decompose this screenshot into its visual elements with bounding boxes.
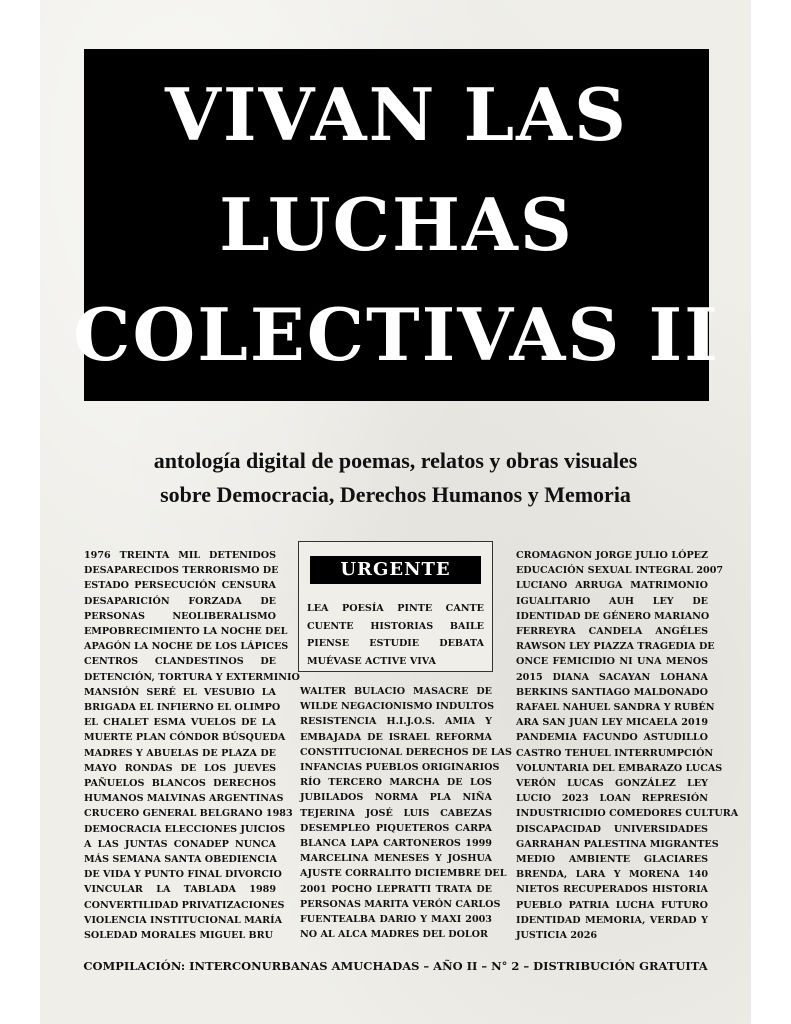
footer-credits: COMPILACIÓN: INTERCONURBANAS AMUCHADAS – AÑO II – N° 2 – DISTRIBUCIÓN GRATUITA: [83, 959, 708, 973]
right-column-line: NIETOS RECUPERADOS HISTORIA: [516, 884, 708, 896]
right-column-line: IDENTIDAD MEMORIA, VERDAD Y: [516, 914, 708, 926]
left-column-line: CRUCERO GENERAL BELGRANO 1983: [84, 808, 293, 820]
right-text-column: [516, 548, 739, 943]
middle-column-line: 2001 POCHO LEPRATTI TRATA DE: [300, 883, 492, 895]
left-column-line: VIOLENCIA INSTITUCIONAL MARÍA: [84, 914, 283, 926]
left-column-line: MAYO RONDAS DE LOS JUEVES: [84, 762, 276, 774]
middle-column-line: CONSTITUCIONAL DERECHOS DE LAS: [300, 746, 512, 758]
title-line-3: COLECTIVAS II: [73, 292, 720, 377]
middle-column-line: DESEMPLEO PIQUETEROS CARPA: [300, 822, 492, 834]
left-column-line: DETENCIÓN, TORTURA Y EXTERMINIO: [84, 671, 300, 683]
left-column-line: SOLEDAD MORALES MIGUEL BRU: [84, 930, 273, 942]
left-column-line: MANSIÓN SERÉ EL VESUBIO LA: [84, 686, 276, 698]
right-column-line: RAFAEL NAHUEL SANDRA Y RUBÉN: [516, 702, 715, 714]
middle-column-line: RESISTENCIA H.I.J.O.S. AMIA Y: [300, 716, 492, 728]
urgente-text: [307, 600, 484, 670]
right-column-line: JUSTICIA 2026: [516, 930, 598, 942]
right-column-line: IGUALITARIO AUH LEY DE: [516, 595, 708, 607]
title-line-1: VIVAN LAS: [164, 72, 629, 157]
left-column-line: DEMOCRACIA ELECCIONES JUICIOS: [84, 823, 286, 835]
right-column-line: FERREYRA CANDELA ANGÉLES: [516, 626, 708, 638]
left-column-line: DESAPARICIÓN FORZADA DE: [84, 595, 276, 607]
left-column-line: EMPOBRECIMIENTO LA NOCHE DEL: [84, 626, 288, 638]
subtitle-line-1: antología digital de poemas, relatos y obras visuales: [153, 448, 638, 473]
left-column-line: DESAPARECIDOS TERRORISMO DE: [84, 565, 279, 577]
left-column-line: MÁS SEMANA SANTA OBEDIENCIA: [84, 854, 277, 866]
middle-column-line: EMBAJADA DE ISRAEL REFORMA: [300, 731, 492, 743]
right-column-line: RAWSON LEY PIAZZA TRAGEDIA DE: [516, 641, 715, 653]
middle-column-line: TEJERINA JOSÉ LUIS CABEZAS: [300, 807, 492, 819]
right-column-line: BERKINS SANTIAGO MALDONADO: [516, 686, 708, 698]
middle-column-line: MARCELINA MENESES Y JOSHUA: [300, 853, 492, 865]
right-column-line: CASTRO TEHUEL INTERRUMPCIÓN: [516, 747, 714, 759]
right-column-line: PUEBLO PATRIA LUCHA FUTURO: [516, 899, 708, 911]
left-text-column: [84, 548, 300, 943]
left-column-line: BRIGADA EL INFIERNO EL OLIMPO: [84, 702, 281, 714]
urgente-box: [298, 541, 493, 672]
right-column-line: 2015 DIANA SACAYAN LOHANA: [516, 671, 708, 683]
right-column-line: BRENDA, LARA Y MORENA 140: [516, 869, 708, 881]
right-column-line: LUCIO 2023 LOAN REPRESIÓN: [516, 793, 708, 805]
right-column-line: PANDEMIA FACUNDO ASTUDILLO: [516, 732, 708, 744]
urgente-line-2: CUENTE HISTORIAS BAILE: [307, 620, 484, 632]
left-column-line: CENTROS CLANDESTINOS DE: [84, 656, 276, 668]
middle-column-line: PERSONAS MARITA VERÓN CARLOS: [300, 898, 501, 910]
left-column-line: VINCULAR LA TABLADA 1989: [84, 884, 276, 896]
right-column-line: CROMAGNON JORGE JULIO LÓPEZ: [516, 550, 708, 561]
middle-column-line: NO AL ALCA MADRES DEL DOLOR: [300, 929, 489, 941]
middle-column-line: WILDE NEGACIONISMO INDULTOS: [300, 701, 495, 713]
middle-column-line: RÍO TERCERO MARCHA DE LOS: [300, 777, 492, 789]
left-column-line: DE VIDA Y PUNTO FINAL DIVORCIO: [84, 869, 282, 881]
urgente-line-4: MUÉVASE ACTIVE VIVA: [307, 655, 436, 667]
left-column-line: HUMANOS MALVINAS ARGENTINAS: [84, 793, 284, 805]
left-column-line: A LAS JUNTAS CONADEP NUNCA: [84, 838, 276, 850]
middle-column-line: INFANCIAS PUEBLOS ORIGINARIOS: [300, 762, 500, 774]
left-column-line: MADRES Y ABUELAS DE PLAZA DE: [84, 747, 276, 759]
middle-column-line: WALTER BULACIO MASACRE DE: [300, 686, 492, 697]
left-column-line: CONVERTILIDAD PRIVATIZACIONES: [84, 899, 285, 911]
right-column-line: GARRAHAN PALESTINA MIGRANTES: [516, 838, 719, 850]
right-column-line: LUCIANO ARRUGA MATRIMONIO: [516, 580, 708, 592]
right-column-line: DISCAPACIDAD UNIVERSIDADES: [516, 823, 708, 835]
right-column-line: MEDIO AMBIENTE GLACIARES: [516, 854, 708, 866]
urgente-label: URGENTE: [310, 556, 481, 584]
left-column-line: PAÑUELOS BLANCOS DERECHOS: [84, 778, 276, 790]
subtitle-line-2: sobre Democracia, Derechos Humanos y Memoria: [160, 482, 631, 507]
right-column-line: VOLUNTARIA DEL EMBARAZO LUCAS: [516, 762, 723, 774]
middle-column-line: FUENTEALBA DARIO Y MAXI 2003: [300, 914, 492, 926]
left-column-line: EL CHALET ESMA VUELOS DE LA: [84, 717, 276, 729]
middle-column-line: BLANCA LAPA CARTONEROS 1999: [300, 838, 492, 850]
middle-text-column: [300, 684, 512, 942]
right-column-line: EDUCACIÓN SEXUAL INTEGRAL 2007: [516, 565, 724, 577]
left-column-line: APAGÓN LA NOCHE DE LOS LÁPICES: [84, 641, 289, 653]
right-column-line: VERÓN LUCAS GONZÁLEZ LEY: [516, 778, 708, 790]
title-line-2: LUCHAS: [219, 182, 574, 267]
middle-column-line: JUBILADOS NORMA PLA NIÑA: [300, 792, 492, 804]
left-column-line: MUERTE PLAN CÓNDOR BÚSQUEDA: [84, 732, 286, 744]
left-column-line: 1976 TREINTA MIL DETENIDOS: [84, 550, 276, 561]
left-column-line: ESTADO PERSECUCIÓN CENSURA: [84, 580, 276, 592]
urgente-line-3: PIENSE ESTUDIE DEBATA: [307, 638, 484, 649]
title-banner: [73, 49, 720, 401]
right-column-line: ONCE FEMICIDIO NI UNA MENOS: [516, 656, 708, 668]
right-column-line: INDUSTRICIDIO COMEDORES CULTURA: [516, 808, 739, 820]
middle-column-line: AJUSTE CORRALITO DICIEMBRE DEL: [300, 868, 507, 880]
left-column-line: PERSONAS NEOLIBERALISMO: [84, 610, 276, 622]
right-column-line: IDENTIDAD DE GÉNERO MARIANO: [516, 610, 710, 622]
urgente-line-1: LEA POESÍA PINTE CANTE: [307, 603, 484, 614]
right-column-line: ARA SAN JUAN LEY MICAELA 2019: [516, 717, 708, 729]
